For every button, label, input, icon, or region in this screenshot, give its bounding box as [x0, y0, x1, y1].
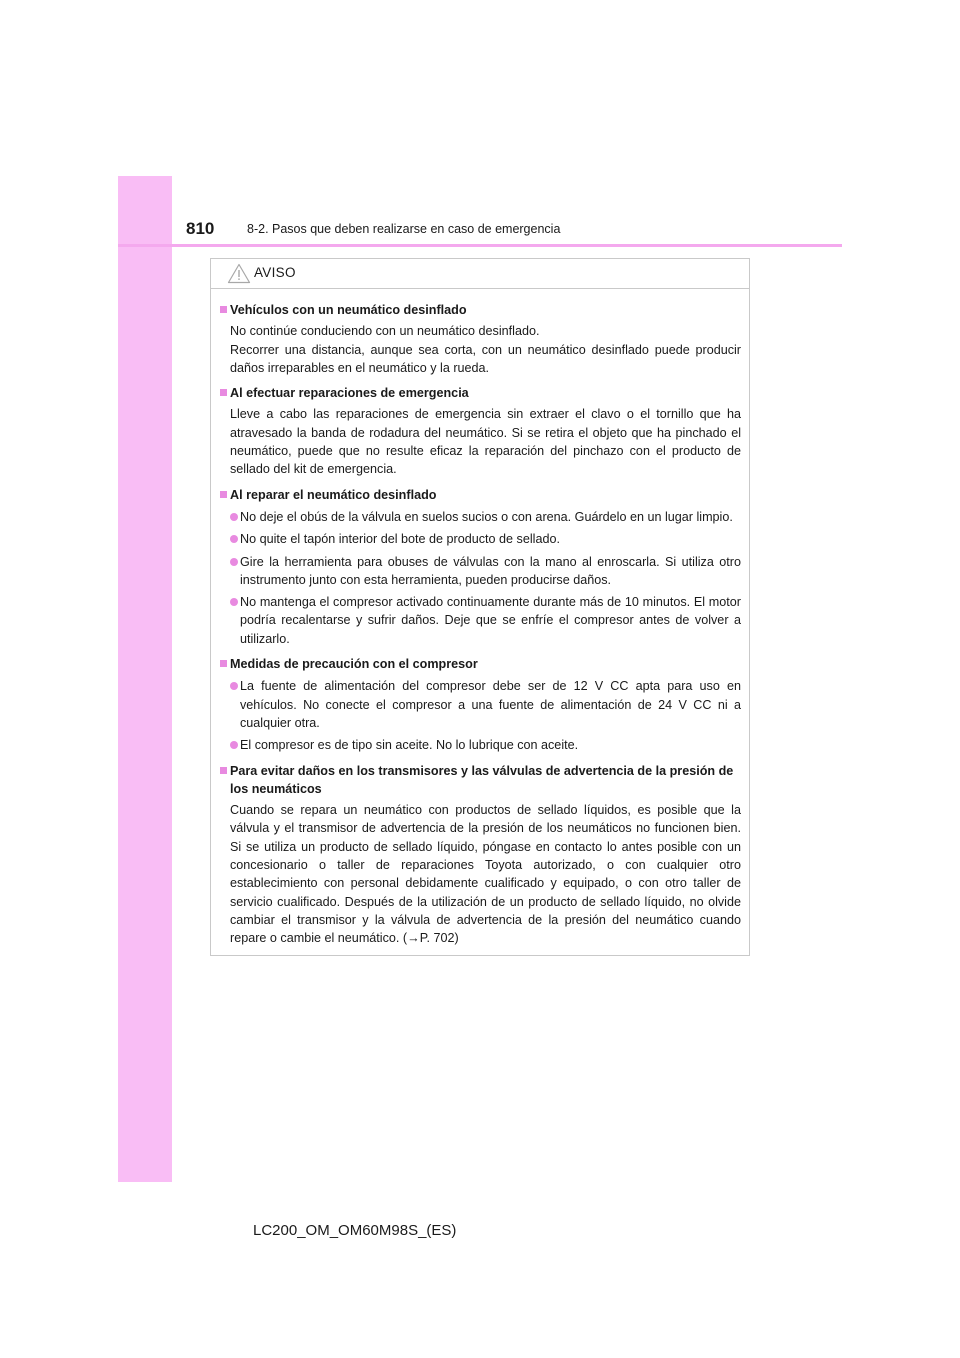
square-bullet-icon: [220, 767, 227, 774]
round-bullet-icon: [230, 513, 238, 521]
list-item: La fuente de alimentación del compresor debe ser de 12 V CC apta para uso en vehículos. No conecte el compresor a una fuente de alimentación de 24 V CC ni a cualquier otra.: [220, 677, 741, 732]
square-bullet-icon: [220, 389, 227, 396]
section-paragraph: Cuando se repara un neumático con productos de sellado líquidos, es posible que la válvula y el transmisor de advertencia de la presión de los neumáticos no funcionen bien. Si se utiliza un producto de sellado líquido, póngase en contacto lo antes posible con un concesionario o taller de reparaciones Toyota autorizado, o con cualquier otro establecimiento con personal debidamente cualificado y equipado, o con otro taller de servicio cualificado. Después de la utilización de un producto de sellado líquido, no olvide cambiar el transmisor y la válvula de advertencia de la presión del neumático cuando repare o cambie el neumático. (→P. 702): [230, 803, 741, 946]
list-item: El compresor es de tipo sin aceite. No lo lubrique con aceite.: [220, 736, 741, 754]
notice-header: [211, 259, 749, 289]
page-number: 810: [186, 219, 215, 238]
warning-triangle-icon: [227, 263, 251, 284]
notice-body: [211, 289, 749, 948]
round-bullet-icon: [230, 682, 238, 690]
footer-document-code: LC200_OM_OM60M98S_(ES): [253, 1222, 457, 1239]
round-bullet-icon: [230, 741, 238, 749]
square-bullet-icon: [220, 660, 227, 667]
square-bullet-icon: [220, 306, 227, 313]
list-item: No mantenga el compresor activado continuamente durante más de 10 minutos. El motor podría recalentarse y sufrir daños. Deje que se enfríe el compresor antes de volver a utilizarlo.: [220, 593, 741, 648]
section-heading: Al reparar el neumático desinflado: [220, 486, 741, 504]
section-title: 8-2. Pasos que deben realizarse en caso de emergencia: [247, 222, 561, 236]
notice-title: AVISO: [254, 265, 296, 280]
section-heading: Al efectuar reparaciones de emergencia: [220, 384, 741, 402]
round-bullet-icon: [230, 598, 238, 606]
section-paragraph: Lleve a cabo las reparaciones de emergencia sin extraer el clavo o el tornillo que ha atravesado la banda de rodadura del neumático. Si se retira el objeto que ha pinchado el neumático, puede que no resulte eficaz la reparación del pinchazo con el producto de sellado del kit de emergencia.: [230, 407, 741, 477]
round-bullet-icon: [230, 535, 238, 543]
section-paragraph: No continúe conduciendo con un neumático desinflado. Recorrer una distancia, aunque sea corta, con un neumático desinflado puede producir daños irreparables en el neumático y la rueda.: [230, 324, 741, 375]
section-heading: Vehículos con un neumático desinflado: [220, 301, 741, 319]
warning-notice-box: [210, 258, 750, 956]
header-rule: [118, 244, 842, 247]
section-heading: Para evitar daños en los transmisores y las válvulas de advertencia de la presión de los neumáticos: [220, 762, 741, 799]
list-item: Gire la herramienta para obuses de válvulas con la mano al enroscarla. Si utiliza otro instrumento junto con esta herramienta, pueden producirse daños.: [220, 553, 741, 590]
list-item: No quite el tapón interior del bote de producto de sellado.: [220, 530, 741, 548]
list-item: No deje el obús de la válvula en suelos sucios o con arena. Guárdelo en un lugar limpio.: [220, 508, 741, 526]
round-bullet-icon: [230, 558, 238, 566]
side-color-tab: [118, 176, 172, 1182]
square-bullet-icon: [220, 491, 227, 498]
section-heading: Medidas de precaución con el compresor: [220, 655, 741, 673]
